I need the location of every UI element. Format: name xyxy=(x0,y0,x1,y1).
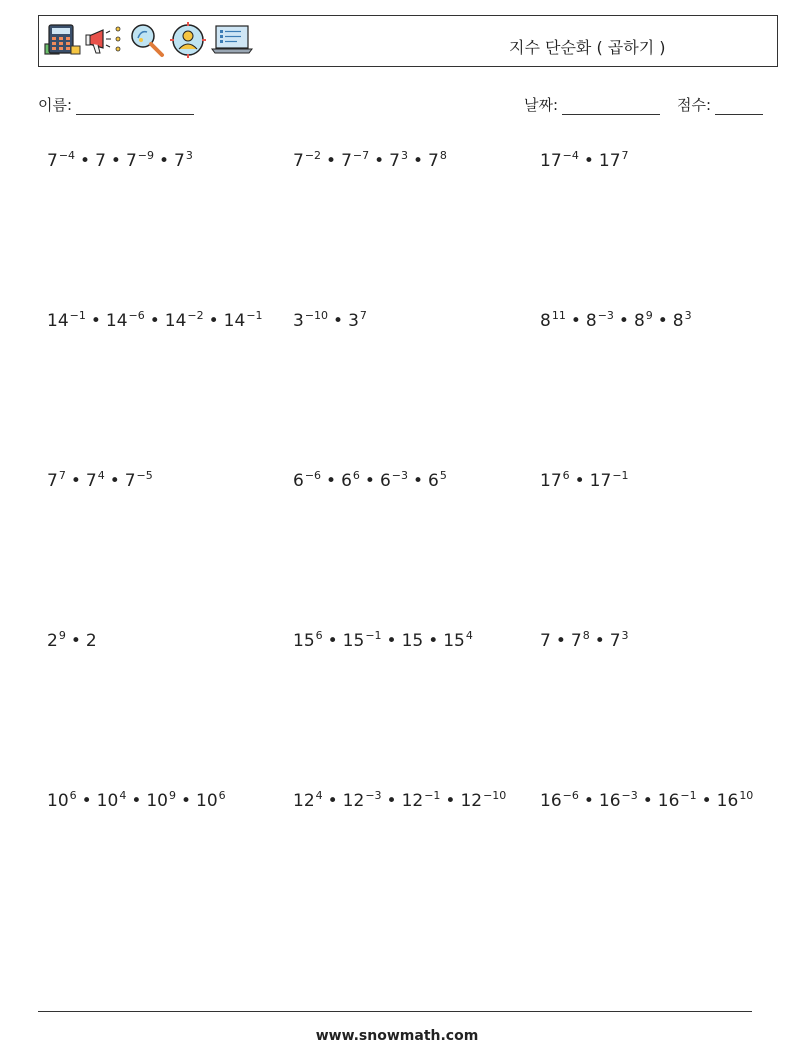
magnifier-icon xyxy=(129,22,165,58)
base: 10 xyxy=(47,791,69,811)
exponent: 8 xyxy=(439,149,447,162)
base: 7 xyxy=(95,151,106,171)
exponent: 6 xyxy=(69,789,77,802)
multiply-dot: • xyxy=(445,791,456,811)
problem-6 xyxy=(540,311,692,331)
date-label: 날짜: xyxy=(524,96,559,114)
calculator-icon xyxy=(43,22,81,58)
exponent: 8 xyxy=(582,629,590,642)
exponent: 9 xyxy=(645,309,653,322)
base: 7 xyxy=(174,151,185,171)
multiply-dot: • xyxy=(70,471,81,491)
problem-9 xyxy=(540,471,629,491)
problem-12 xyxy=(540,631,629,651)
exponent: 10 xyxy=(739,789,754,802)
exponent: 4 xyxy=(465,629,473,642)
problem-14 xyxy=(293,791,506,811)
base: 16 xyxy=(657,791,680,811)
exponent: 6 xyxy=(352,469,360,482)
base: 3 xyxy=(293,311,304,331)
exponent: −6 xyxy=(128,309,145,322)
exponent: 3 xyxy=(621,629,629,642)
multiply-dot: • xyxy=(80,151,91,171)
date-line[interactable] xyxy=(562,98,660,115)
base: 15 xyxy=(293,631,315,651)
base: 17 xyxy=(540,471,562,491)
footer-divider xyxy=(38,1011,752,1012)
exponent: 6 xyxy=(218,789,226,802)
multiply-dot: • xyxy=(642,791,653,811)
base: 7 xyxy=(47,471,58,491)
base: 8 xyxy=(633,311,645,331)
date-field[interactable] xyxy=(524,94,660,115)
exponent: −10 xyxy=(304,309,329,322)
problem-4 xyxy=(47,311,263,331)
laptop-icon xyxy=(211,22,253,58)
exponent: 9 xyxy=(58,629,66,642)
multiply-dot: • xyxy=(594,631,605,651)
base: 6 xyxy=(293,471,304,491)
base: 8 xyxy=(585,311,597,331)
exponent: −2 xyxy=(187,309,204,322)
exponent: 7 xyxy=(621,149,629,162)
multiply-dot: • xyxy=(570,311,581,331)
exponent: 4 xyxy=(119,789,127,802)
base: 12 xyxy=(401,791,424,811)
base: 2 xyxy=(85,631,97,651)
base: 2 xyxy=(47,631,58,651)
exponent: 3 xyxy=(185,149,193,162)
base: 17 xyxy=(589,471,612,491)
base: 10 xyxy=(196,791,218,811)
base: 12 xyxy=(460,791,483,811)
exponent: −6 xyxy=(562,789,579,802)
multiply-dot: • xyxy=(386,631,397,651)
exponent: 6 xyxy=(562,469,570,482)
multiply-dot: • xyxy=(131,791,142,811)
name-field[interactable] xyxy=(38,94,194,115)
base: 7 xyxy=(428,151,439,171)
problem-7 xyxy=(47,471,153,491)
base: 16 xyxy=(598,791,621,811)
exponent: −4 xyxy=(562,149,579,162)
base: 15 xyxy=(342,631,365,651)
exponent: 7 xyxy=(359,309,367,322)
user-target-icon xyxy=(169,22,207,58)
page-title: 지수 단순화 ( 곱하기 ) xyxy=(509,38,666,57)
base: 7 xyxy=(389,151,400,171)
multiply-dot: • xyxy=(574,471,585,491)
header-icons xyxy=(43,22,253,58)
exponent: −9 xyxy=(137,149,154,162)
multiply-dot: • xyxy=(180,791,192,811)
base: 15 xyxy=(401,631,424,651)
multiply-dot: • xyxy=(333,311,344,331)
multiply-dot: • xyxy=(326,151,337,171)
exponent: −1 xyxy=(612,469,629,482)
base: 14 xyxy=(164,311,187,331)
exponent: 3 xyxy=(684,309,692,322)
multiply-dot: • xyxy=(428,631,439,651)
problem-1 xyxy=(47,151,193,171)
problem-2 xyxy=(293,151,447,171)
multiply-dot: • xyxy=(374,151,385,171)
exponent: 4 xyxy=(315,789,323,802)
exponent: −3 xyxy=(597,309,614,322)
multiply-dot: • xyxy=(326,471,337,491)
exponent: 9 xyxy=(168,789,176,802)
multiply-dot: • xyxy=(110,151,121,171)
exponent: 6 xyxy=(315,629,323,642)
exponent: −1 xyxy=(424,789,441,802)
exponent: −7 xyxy=(352,149,370,162)
multiply-dot: • xyxy=(583,151,594,171)
multiply-dot: • xyxy=(555,631,566,651)
base: 8 xyxy=(672,311,684,331)
exponent: 7 xyxy=(58,469,66,482)
problem-10 xyxy=(47,631,97,651)
exponent: −4 xyxy=(58,149,76,162)
multiply-dot: • xyxy=(70,631,81,651)
base: 7 xyxy=(570,631,582,651)
multiply-dot: • xyxy=(327,791,338,811)
megaphone-icon xyxy=(85,22,125,58)
multiply-dot: • xyxy=(158,151,170,171)
multiply-dot: • xyxy=(208,311,219,331)
exponent: −10 xyxy=(483,789,507,802)
exponent: −3 xyxy=(621,789,638,802)
base: 6 xyxy=(428,471,439,491)
multiply-dot: • xyxy=(618,311,629,331)
exponent: 4 xyxy=(97,469,105,482)
footer-site: www.snowmath.com xyxy=(315,1028,479,1044)
header-box xyxy=(38,15,778,67)
multiply-dot: • xyxy=(583,791,594,811)
multiply-dot: • xyxy=(327,631,338,651)
base: 14 xyxy=(47,311,69,331)
base: 10 xyxy=(96,791,119,811)
multiply-dot: • xyxy=(81,791,92,811)
base: 12 xyxy=(293,791,315,811)
name-line[interactable] xyxy=(76,98,194,115)
multiply-dot: • xyxy=(701,791,712,811)
multiply-dot: • xyxy=(386,791,397,811)
exponent: −2 xyxy=(304,149,322,162)
exponent: −1 xyxy=(69,309,86,322)
multiply-dot: • xyxy=(90,311,101,331)
exponent: −3 xyxy=(365,789,382,802)
exponent: 5 xyxy=(439,469,447,482)
exponent: −1 xyxy=(680,789,697,802)
exponent: −6 xyxy=(304,469,322,482)
exponent: 3 xyxy=(400,149,408,162)
base: 14 xyxy=(105,311,128,331)
base: 16 xyxy=(540,791,562,811)
exponent: −3 xyxy=(391,469,408,482)
base: 14 xyxy=(223,311,246,331)
problem-3 xyxy=(540,151,629,171)
base: 6 xyxy=(341,471,352,491)
exponent: −1 xyxy=(246,309,263,322)
base: 12 xyxy=(342,791,365,811)
base: 6 xyxy=(379,471,391,491)
base: 7 xyxy=(540,631,551,651)
base: 7 xyxy=(341,151,352,171)
problem-8 xyxy=(293,471,447,491)
base: 7 xyxy=(609,631,621,651)
base: 8 xyxy=(540,311,551,331)
multiply-dot: • xyxy=(364,471,375,491)
multiply-dot: • xyxy=(412,471,424,491)
base: 7 xyxy=(125,151,137,171)
base: 17 xyxy=(540,151,562,171)
base: 7 xyxy=(47,151,58,171)
exponent: −5 xyxy=(136,469,153,482)
base: 15 xyxy=(443,631,465,651)
base: 17 xyxy=(598,151,621,171)
score-line[interactable] xyxy=(715,98,763,115)
base: 7 xyxy=(293,151,304,171)
multiply-dot: • xyxy=(109,471,120,491)
exponent: −1 xyxy=(365,629,382,642)
problem-11 xyxy=(293,631,473,651)
base: 3 xyxy=(348,311,359,331)
problem-15 xyxy=(540,791,753,811)
score-field[interactable] xyxy=(677,94,763,115)
score-label: 점수: xyxy=(677,96,712,114)
problem-13 xyxy=(47,791,226,811)
base: 7 xyxy=(85,471,97,491)
multiply-dot: • xyxy=(412,151,424,171)
exponent: 11 xyxy=(551,309,566,322)
multiply-dot: • xyxy=(657,311,668,331)
multiply-dot: • xyxy=(149,311,160,331)
problem-5 xyxy=(293,311,367,331)
base: 10 xyxy=(146,791,168,811)
name-label: 이름: xyxy=(38,96,73,114)
base: 7 xyxy=(124,471,136,491)
base: 16 xyxy=(716,791,739,811)
